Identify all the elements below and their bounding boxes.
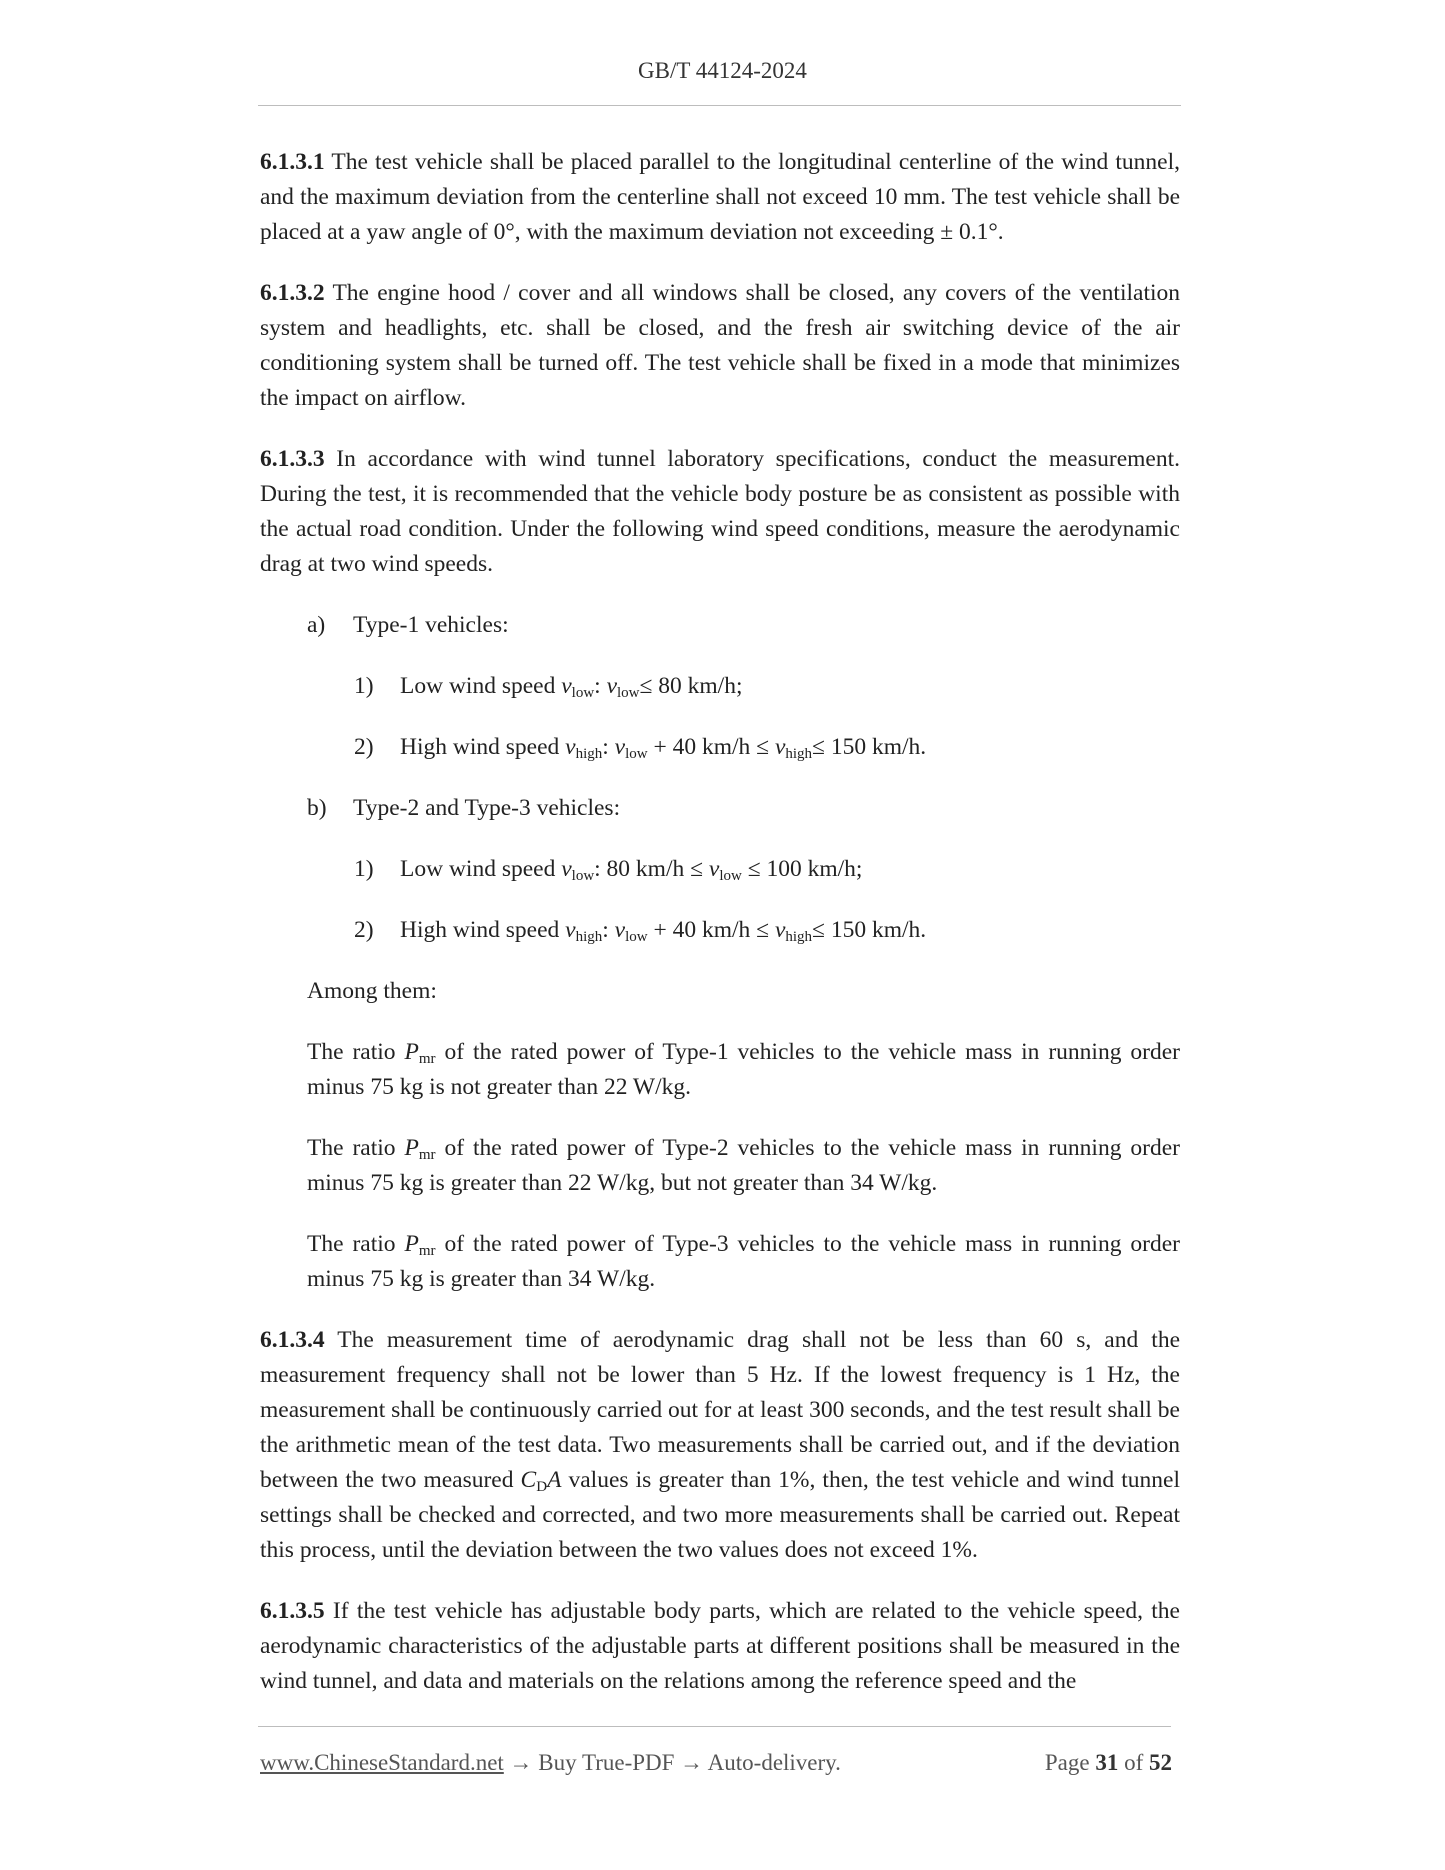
footer-promo xyxy=(260,1750,841,1776)
var-v: v xyxy=(708,856,720,882)
var-v: v xyxy=(614,917,626,943)
subscript: low xyxy=(617,685,640,701)
text: : xyxy=(602,734,615,760)
subscript: mr xyxy=(418,1243,436,1259)
subscript: low xyxy=(625,746,648,762)
text: The ratio xyxy=(307,1231,405,1257)
text: Low wind speed xyxy=(400,856,562,882)
page-indicator xyxy=(1045,1750,1172,1776)
text: : 80 km/h ≤ xyxy=(594,856,709,882)
list-item-b xyxy=(307,791,1180,826)
clause-text: The test vehicle shall be placed parallel to the longitudinal centerline of the wind tunnel, and the maximum deviation from the centerline shall not exceed 10 mm. The test vehicle shall be placed at a yaw angle of 0°, with the maximum deviation not exceeding ± 0.1°. xyxy=(260,149,1180,245)
list-item-a-2 xyxy=(354,730,1180,765)
text: Low wind speed xyxy=(400,673,562,699)
var-a: A xyxy=(547,1467,562,1493)
clause-number: 6.1.3.1 xyxy=(260,149,325,175)
clause-text: values is greater than 1%, then, the test vehicle and wind tunnel settings shall be checked and corrected, and two more measurements shall be carried out. Repeat this process, until the deviation between the two values does not exceed 1%. xyxy=(260,1467,1180,1563)
subscript: high xyxy=(575,746,603,762)
list-label: 2) xyxy=(354,917,374,943)
text: : xyxy=(594,673,607,699)
var-p: P xyxy=(404,1039,419,1065)
footer-divider xyxy=(258,1726,1171,1727)
var-p: P xyxy=(404,1231,419,1257)
list-label: 1) xyxy=(354,673,374,699)
var-v: v xyxy=(561,856,572,882)
text: of the rated power of Type-2 vehicles to the vehicle mass in running order minus 75 kg is greater than 22 W/kg, but not greater than 34 W/kg. xyxy=(307,1135,1180,1196)
list-item-a xyxy=(307,608,1180,643)
clause-6-1-3-1 xyxy=(260,145,1180,250)
text: High wind speed xyxy=(400,734,566,760)
clause-text: If the test vehicle has adjustable body parts, which are related to the vehicle speed, the aerodynamic characteristics of the adjustable parts at different positions shall be measured in the wind tunnel, and data and materials on the relations among the reference speed and the xyxy=(260,1598,1180,1694)
text: of the rated power of Type-3 vehicles to the vehicle mass in running order minus 75 kg is greater than 34 W/kg. xyxy=(307,1231,1180,1292)
text: ≤ 80 km/h; xyxy=(639,673,743,699)
clause-text: In accordance with wind tunnel laboratory specifications, conduct the measurement. During the test, it is recommended that the vehicle body posture be as consistent as possible with the actual road condition. Under the following wind speed conditions, measure the aerodynamic drag at two wind speeds. xyxy=(260,446,1180,577)
var-v: v xyxy=(774,734,786,760)
list-item-b-1 xyxy=(354,852,1180,887)
var-c: C xyxy=(520,1467,537,1493)
var-v: v xyxy=(561,673,572,699)
list-item-a-1 xyxy=(354,669,1180,704)
list-title: Type-2 and Type-3 vehicles: xyxy=(353,795,621,821)
subscript: high xyxy=(785,929,813,945)
footer-tail: → Buy True-PDF → Auto-delivery. xyxy=(503,1750,841,1775)
text: The ratio xyxy=(307,1135,405,1161)
clause-number: 6.1.3.4 xyxy=(260,1327,325,1353)
clause-6-1-3-4 xyxy=(260,1323,1180,1568)
var-p: P xyxy=(404,1135,419,1161)
ratio-type-1 xyxy=(307,1035,1180,1105)
text: + 40 km/h ≤ xyxy=(647,734,775,760)
clause-text: The measurement time of aerodynamic drag shall not be less than 60 s, and the measurement frequency shall not be lower than 5 Hz. If the lowest frequency is 1 Hz, the measurement shall be continuously carried out for at least 300 seconds, and the test result shall be the arithmetic mean of the test data. Two measurements shall be carried out, and if the deviation between the two measured xyxy=(260,1327,1180,1493)
page-header: GB/T 44124-2024 xyxy=(638,58,807,83)
text: + 40 km/h ≤ xyxy=(647,917,775,943)
clause-6-1-3-2 xyxy=(260,276,1180,416)
text: of the rated power of Type-1 vehicles to the vehicle mass in running order minus 75 kg is not greater than 22 W/kg. xyxy=(307,1039,1180,1100)
var-v: v xyxy=(565,917,576,943)
subscript: low xyxy=(571,685,595,701)
page-word: Page xyxy=(1044,1750,1096,1775)
subscript: high xyxy=(575,929,603,945)
text: : xyxy=(602,917,615,943)
var-v: v xyxy=(774,917,786,943)
subscript: D xyxy=(536,1479,548,1495)
text: ≤ 150 km/h. xyxy=(812,734,927,760)
subscript: mr xyxy=(418,1051,436,1067)
subscript: mr xyxy=(418,1147,436,1163)
var-v: v xyxy=(606,673,617,699)
text: The ratio xyxy=(307,1039,405,1065)
text: ≤ 150 km/h. xyxy=(812,917,927,943)
var-v: v xyxy=(565,734,576,760)
list-title: Type-1 vehicles: xyxy=(353,612,509,638)
list-label: 2) xyxy=(354,734,374,760)
text: High wind speed xyxy=(400,917,566,943)
site-link[interactable]: www.ChineseStandard.net xyxy=(260,1750,504,1775)
text: ≤ 100 km/h; xyxy=(741,856,863,882)
list-label: a) xyxy=(307,612,326,638)
ratio-type-3 xyxy=(307,1227,1180,1297)
subscript: low xyxy=(571,868,595,884)
clause-number: 6.1.3.2 xyxy=(260,280,325,306)
list-label: 1) xyxy=(354,856,374,882)
document-body xyxy=(260,145,1180,1725)
subscript: high xyxy=(785,746,813,762)
page-total: 52 xyxy=(1149,1750,1172,1775)
list-label: b) xyxy=(307,795,327,821)
clause-6-1-3-3 xyxy=(260,442,1180,582)
clause-number: 6.1.3.3 xyxy=(260,446,325,472)
var-v: v xyxy=(614,734,626,760)
ratio-type-2 xyxy=(307,1131,1180,1201)
among-them-label: Among them: xyxy=(307,978,437,1004)
header-divider xyxy=(258,105,1181,106)
clause-text: The engine hood / cover and all windows shall be closed, any covers of the ventilation system and headlights, etc. shall be closed, and the fresh air switching device of the air conditioning system shall be turned off. The test vehicle shall be fixed in a mode that minimizes the impact on airflow. xyxy=(260,280,1180,411)
of-word: of xyxy=(1118,1750,1149,1775)
subscript: low xyxy=(719,868,742,884)
clause-number: 6.1.3.5 xyxy=(260,1598,325,1624)
list-item-b-2 xyxy=(354,913,1180,948)
clause-6-1-3-5 xyxy=(260,1594,1180,1699)
subscript: low xyxy=(625,929,648,945)
page-number: 31 xyxy=(1095,1750,1119,1775)
